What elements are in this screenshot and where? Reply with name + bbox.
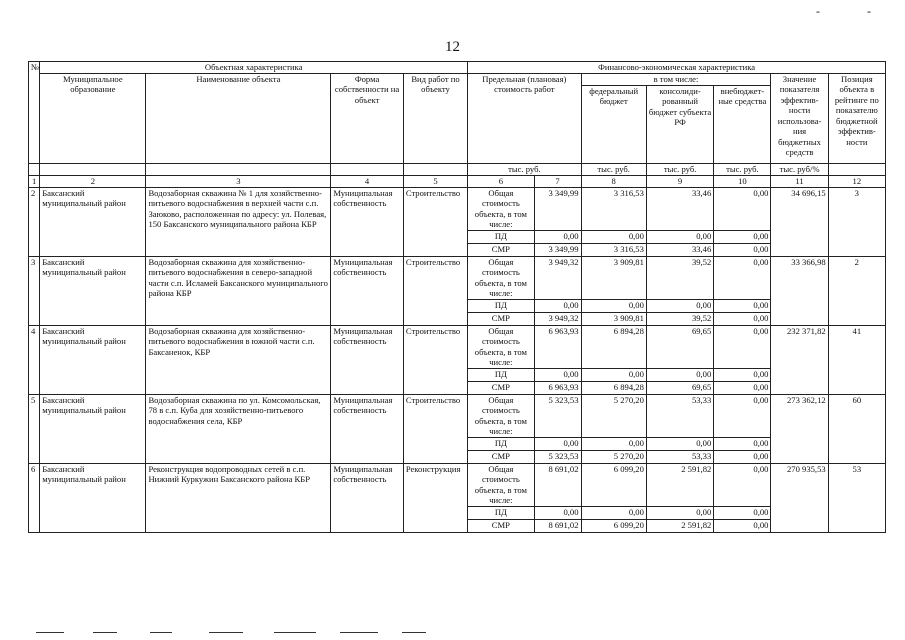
rating-position: 53 — [828, 463, 885, 532]
header-num: № — [29, 62, 40, 164]
object-name: Водозаборная скважина по ул. Комсомольская, 78 в с.п. Куба для хозяйственно-питьевого водоснабжения села, КБР — [146, 394, 331, 463]
rating-position: 41 — [828, 325, 885, 394]
smr-consolidated: 2 591,82 — [646, 519, 713, 532]
smr-federal: 6 894,28 — [581, 381, 646, 394]
total-cost: 5 323,53 — [534, 394, 581, 437]
total-consolidated: 69,65 — [646, 325, 713, 368]
unit-efficiency: тыс. руб/% — [771, 164, 828, 176]
table-row — [29, 463, 886, 506]
smr-federal: 3 316,53 — [581, 243, 646, 256]
ownership: Муниципальная собственность — [331, 325, 404, 394]
total-federal: 6 099,20 — [581, 463, 646, 506]
total-consolidated: 2 591,82 — [646, 463, 713, 506]
ownership: Муниципальная собственность — [331, 256, 404, 325]
objects-table — [28, 61, 886, 533]
municipality: Баксанский муниципальный район — [40, 394, 146, 463]
ownership: Муниципальная собственность — [331, 394, 404, 463]
total-cost: 3 949,32 — [534, 256, 581, 299]
work-type: Строительство — [403, 394, 467, 463]
total-consolidated: 39,52 — [646, 256, 713, 299]
smr-cost: 6 963,93 — [534, 381, 581, 394]
object-name: Водозаборная скважина № 1 для хозяйственно-питьевого водоснабжения в верхней части с.п. Заюково, расположенная по адресу: ул. Полевая, 150 Баксанского муниципального района КБР — [146, 188, 331, 257]
smr-consolidated: 33,46 — [646, 243, 713, 256]
table-row — [29, 188, 886, 231]
smr-extrabudget: 0,00 — [714, 243, 771, 256]
smr-label: СМР — [468, 519, 534, 532]
column-number: 8 — [581, 176, 646, 188]
smr-consolidated: 39,52 — [646, 312, 713, 325]
total-cost: 8 691,02 — [534, 463, 581, 506]
column-number: 4 — [331, 176, 404, 188]
pd-label: ПД — [468, 437, 534, 450]
pd-cost: 0,00 — [534, 437, 581, 450]
efficiency-value: 34 696,15 — [771, 188, 828, 257]
row-number: 6 — [29, 463, 40, 532]
object-name: Реконструкция водопроводных сетей в с.п. Нижний Куркужин Баксанского района КБР — [146, 463, 331, 532]
smr-extrabudget: 0,00 — [714, 381, 771, 394]
municipality: Баксанский муниципальный район — [40, 463, 146, 532]
efficiency-value: 33 366,98 — [771, 256, 828, 325]
header-section-object: Объектная характеристика — [40, 62, 468, 74]
pd-label: ПД — [468, 368, 534, 381]
work-type: Реконструкция — [403, 463, 467, 532]
pd-cost: 0,00 — [534, 230, 581, 243]
total-consolidated: 53,33 — [646, 394, 713, 437]
total-federal: 3 909,81 — [581, 256, 646, 299]
total-extrabudget: 0,00 — [714, 256, 771, 299]
pd-cost: 0,00 — [534, 368, 581, 381]
pd-label: ПД — [468, 506, 534, 519]
smr-cost: 3 349,99 — [534, 243, 581, 256]
smr-extrabudget: 0,00 — [714, 519, 771, 532]
efficiency-value: 270 935,53 — [771, 463, 828, 532]
table-row — [29, 325, 886, 368]
row-number: 4 — [29, 325, 40, 394]
pd-cost: 0,00 — [534, 506, 581, 519]
pd-federal: 0,00 — [581, 368, 646, 381]
table-row — [29, 394, 886, 437]
smr-cost: 8 691,02 — [534, 519, 581, 532]
unit-extrabudget: тыс. руб. — [714, 164, 771, 176]
pd-label: ПД — [468, 230, 534, 243]
row-number: 5 — [29, 394, 40, 463]
smr-federal: 3 909,81 — [581, 312, 646, 325]
unit-consolidated: тыс. руб. — [646, 164, 713, 176]
smr-label: СМР — [468, 243, 534, 256]
total-extrabudget: 0,00 — [714, 188, 771, 231]
column-number: 11 — [771, 176, 828, 188]
work-type: Строительство — [403, 325, 467, 394]
header-section-finance: Финансово-экономическая характеристика — [468, 62, 886, 74]
pd-consolidated: 0,00 — [646, 230, 713, 243]
total-cost: 3 349,99 — [534, 188, 581, 231]
header-extrabudget: внебюджет-ные средства — [714, 86, 771, 164]
column-number: 7 — [534, 176, 581, 188]
pd-federal: 0,00 — [581, 506, 646, 519]
municipality: Баксанский муниципальный район — [40, 256, 146, 325]
pd-label: ПД — [468, 299, 534, 312]
pd-extrabudget: 0,00 — [714, 299, 771, 312]
municipality: Баксанский муниципальный район — [40, 325, 146, 394]
pd-extrabudget: 0,00 — [714, 230, 771, 243]
ownership: Муниципальная собственность — [331, 188, 404, 257]
smr-consolidated: 53,33 — [646, 450, 713, 463]
object-name: Водозаборная скважина для хозяйственно-питьевого водоснабжения в южной части с.п. Баксаненок, КБР — [146, 325, 331, 394]
pd-federal: 0,00 — [581, 230, 646, 243]
rating-position: 2 — [828, 256, 885, 325]
header-planned-cost: Предельная (плановая) стоимость работ — [468, 74, 581, 164]
efficiency-value: 232 371,82 — [771, 325, 828, 394]
unit-cost: тыс. руб. — [468, 164, 581, 176]
total-cost-label: Общая стоимость объекта, в том числе: — [468, 394, 534, 437]
rating-position: 60 — [828, 394, 885, 463]
total-cost-label: Общая стоимость объекта, в том числе: — [468, 188, 534, 231]
header-including: в том числе: — [581, 74, 771, 86]
pd-extrabudget: 0,00 — [714, 368, 771, 381]
header-consolidated: консолиди-рованный бюджет субъекта РФ — [646, 86, 713, 164]
smr-cost: 3 949,32 — [534, 312, 581, 325]
pd-extrabudget: 0,00 — [714, 506, 771, 519]
corner-marks: - - — [816, 4, 893, 18]
pd-consolidated: 0,00 — [646, 506, 713, 519]
municipality: Баксанский муниципальный район — [40, 188, 146, 257]
column-number: 3 — [146, 176, 331, 188]
pd-consolidated: 0,00 — [646, 437, 713, 450]
total-federal: 6 894,28 — [581, 325, 646, 368]
rating-position: 3 — [828, 188, 885, 257]
smr-extrabudget: 0,00 — [714, 450, 771, 463]
total-extrabudget: 0,00 — [714, 325, 771, 368]
pd-federal: 0,00 — [581, 299, 646, 312]
total-cost-label: Общая стоимость объекта, в том числе: — [468, 325, 534, 368]
pd-consolidated: 0,00 — [646, 299, 713, 312]
total-extrabudget: 0,00 — [714, 394, 771, 437]
total-federal: 5 270,20 — [581, 394, 646, 437]
total-federal: 3 316,53 — [581, 188, 646, 231]
efficiency-value: 273 362,12 — [771, 394, 828, 463]
pd-cost: 0,00 — [534, 299, 581, 312]
header-ownership: Форма собственности на объект — [331, 74, 404, 164]
smr-label: СМР — [468, 312, 534, 325]
smr-extrabudget: 0,00 — [714, 312, 771, 325]
column-number: 5 — [403, 176, 467, 188]
object-name: Водозаборная скважина для хозяйственно-питьевого водоснабжения в северо-западной части с.п. Исламей Баксанского муниципального района КБР — [146, 256, 331, 325]
smr-consolidated: 69,65 — [646, 381, 713, 394]
total-extrabudget: 0,00 — [714, 463, 771, 506]
work-type: Строительство — [403, 256, 467, 325]
column-number: 6 — [468, 176, 534, 188]
total-cost: 6 963,93 — [534, 325, 581, 368]
page-number: 12 — [445, 39, 460, 55]
header-rating: Позиция объекта в рейтинге по показателю бюджетной эффектив-ности — [828, 74, 885, 164]
header-object-name: Наименование объекта — [146, 74, 331, 164]
smr-federal: 6 099,20 — [581, 519, 646, 532]
header-efficiency: Значение показателя эффектив-ности использова-ния бюджетных средств — [771, 74, 828, 164]
smr-label: СМР — [468, 450, 534, 463]
row-number: 2 — [29, 188, 40, 257]
column-number: 12 — [828, 176, 885, 188]
header-municipality: Муниципальное образование — [40, 74, 146, 164]
total-cost-label: Общая стоимость объекта, в том числе: — [468, 463, 534, 506]
column-number: 9 — [646, 176, 713, 188]
header-federal: федеральный бюджет — [581, 86, 646, 164]
row-number: 3 — [29, 256, 40, 325]
unit-federal: тыс. руб. — [581, 164, 646, 176]
column-number: 2 — [40, 176, 146, 188]
pd-consolidated: 0,00 — [646, 368, 713, 381]
ownership: Муниципальная собственность — [331, 463, 404, 532]
pd-extrabudget: 0,00 — [714, 437, 771, 450]
work-type: Строительство — [403, 188, 467, 257]
smr-label: СМР — [468, 381, 534, 394]
smr-cost: 5 323,53 — [534, 450, 581, 463]
total-cost-label: Общая стоимость объекта, в том числе: — [468, 256, 534, 299]
total-consolidated: 33,46 — [646, 188, 713, 231]
bottom-scan-lines — [0, 632, 905, 636]
column-number: 1 — [29, 176, 40, 188]
smr-federal: 5 270,20 — [581, 450, 646, 463]
table-row — [29, 256, 886, 299]
header-work-type: Вид работ по объекту — [403, 74, 467, 164]
pd-federal: 0,00 — [581, 437, 646, 450]
column-number: 10 — [714, 176, 771, 188]
